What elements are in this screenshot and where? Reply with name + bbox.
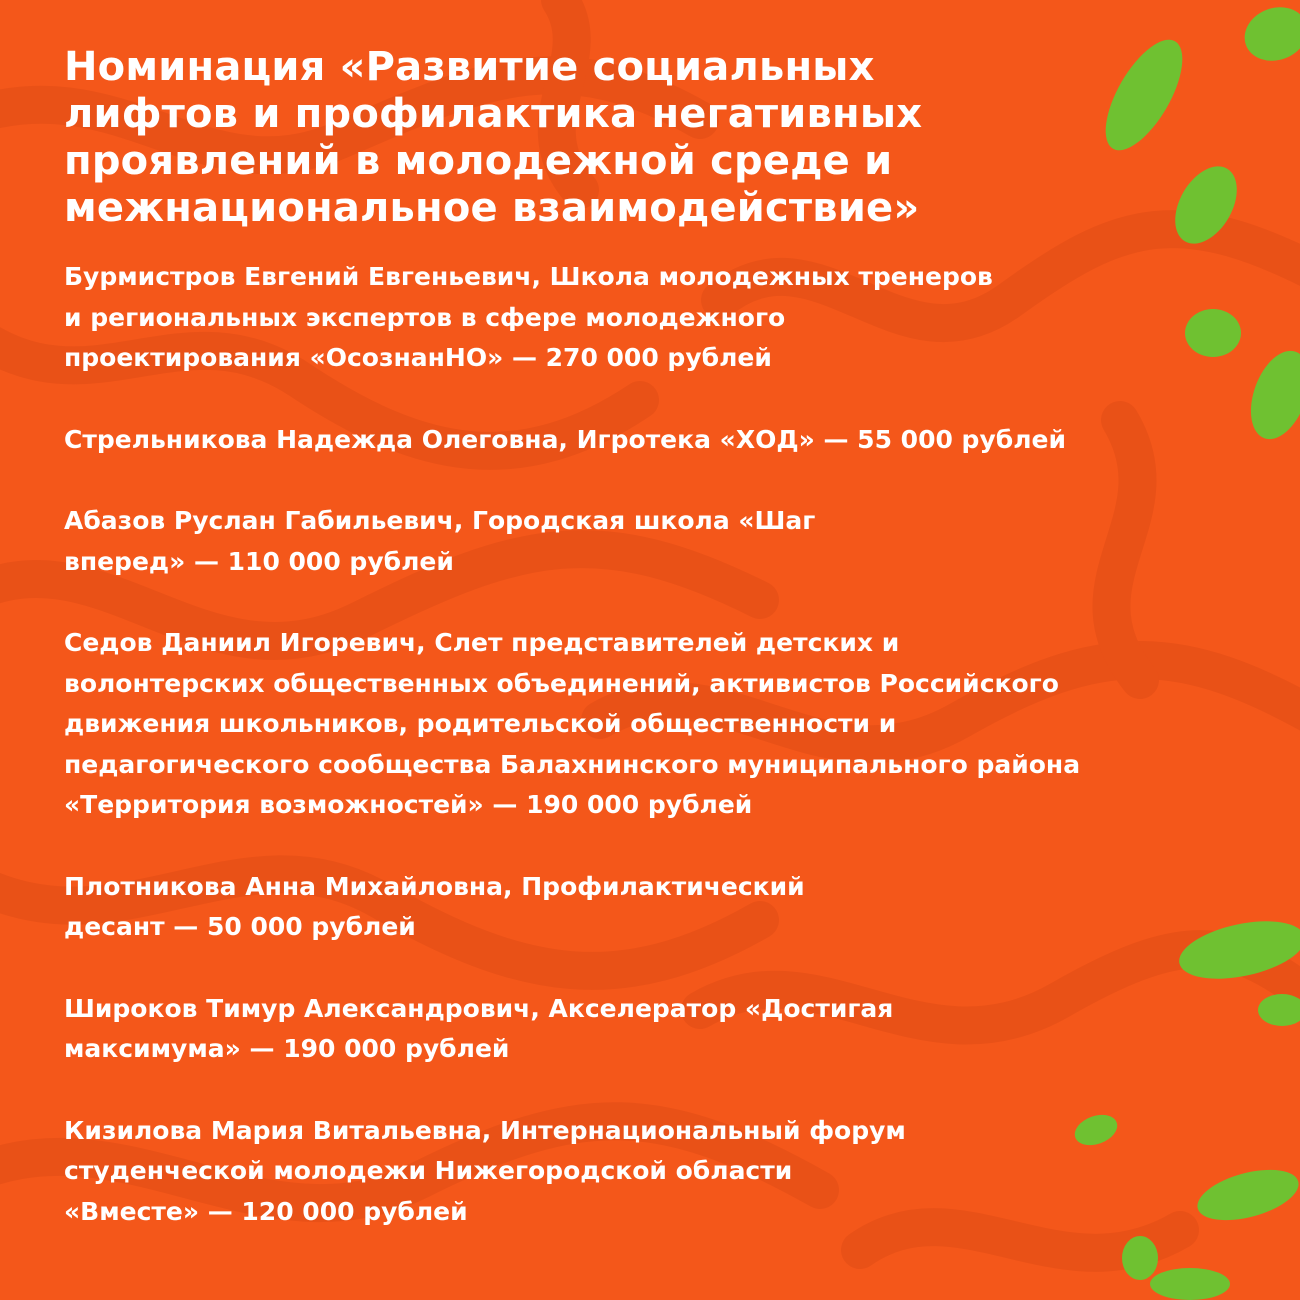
winner-entry (64, 501, 1244, 582)
entry-line: Абазов Руслан Габильевич, Городская школа «Шаг (64, 506, 816, 535)
title-line: лифтов и профилактика негативных (64, 91, 923, 137)
title-line: проявлений в молодежной среде и (64, 138, 893, 184)
entry-line: максимума» — 190 000 рублей (64, 1034, 510, 1063)
winner-entry (64, 989, 1244, 1070)
winner-entry (64, 420, 1244, 461)
entry-line: Стрельникова Надежда Олеговна, Игротека «ХОД» — 55 000 рублей (64, 424, 1066, 454)
entry-line: вперед» — 110 000 рублей (64, 546, 454, 576)
title-line: Номинация «Развитие социальных (64, 44, 875, 90)
entry-line: десант — 50 000 рублей (64, 912, 416, 941)
winner-entry (64, 1111, 1244, 1233)
green-blob (1240, 343, 1300, 447)
winners-list (64, 257, 1244, 1232)
entry-line: Бурмистров Евгений Евгеньевич, Школа молодежных тренеров (64, 262, 993, 291)
entry-line: Седов Даниил Игоревич, Слет представителей детских и (64, 628, 900, 657)
entry-line: проектирования «ОсознанНО» — 270 000 рублей (64, 343, 772, 372)
entry-line: «Вместе» — 120 000 рублей (64, 1196, 468, 1226)
entry-line: Плотникова Анна Михайловна, Профилактический (64, 871, 805, 901)
nomination-title (64, 44, 1164, 232)
entry-line: движения школьников, родительской общественности и (64, 709, 897, 738)
green-blob (1237, 0, 1300, 69)
green-blob (1258, 994, 1300, 1026)
entry-line: волонтерских общественных объединений, активистов Российского (64, 668, 1059, 698)
winner-entry (64, 867, 1244, 948)
entry-line: Широков Тимур Александрович, Акселератор «Достигая (64, 993, 894, 1023)
entry-line: Кизилова Мария Витальевна, Интернациональный форум (64, 1115, 906, 1145)
entry-line: «Территория возможностей» — 190 000 рублей (64, 790, 753, 819)
winner-entry (64, 257, 1244, 379)
entry-line: студенческой молодежи Нижегородской области (64, 1156, 793, 1185)
winner-entry (64, 623, 1244, 826)
main-content (64, 44, 1244, 1273)
entry-line: педагогического сообщества Балахнинского муниципального района (64, 749, 1081, 779)
title-line: межнациональное взаимодействие» (64, 185, 920, 231)
entry-line: и региональных экспертов в сфере молодежного (64, 302, 786, 332)
